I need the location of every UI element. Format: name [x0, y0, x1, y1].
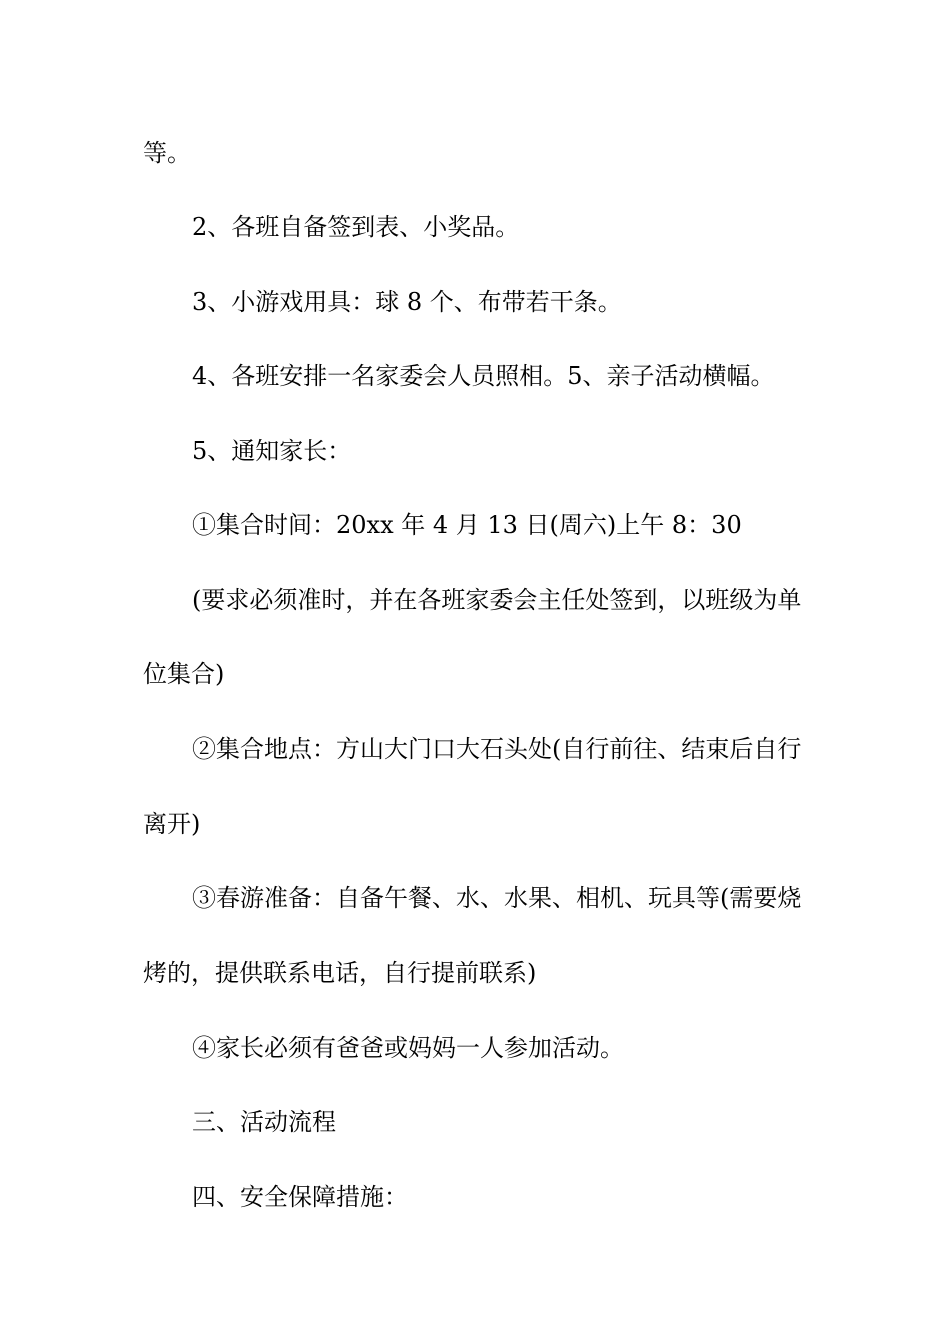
- text-line-requirement-cont: 位集合): [143, 660, 225, 688]
- text-line-item-3: 3、小游戏用具：球 8 个、布带若干条。: [192, 288, 622, 316]
- text-line-gathering-time: ①集合时间：20xx 年 4 月 13 日(周六)上午 8：30: [192, 511, 742, 539]
- section-heading-activity-flow: 三、活动流程: [192, 1108, 336, 1136]
- text-line-item-2: 2、各班自备签到表、小奖品。: [192, 213, 520, 241]
- text-line-continuation: 等。: [143, 139, 191, 167]
- text-line-gathering-place-cont: 离开): [143, 810, 201, 838]
- section-heading-safety-measures: 四、安全保障措施：: [192, 1183, 408, 1211]
- text-line-preparation: ③春游准备：自备午餐、水、水果、相机、玩具等(需要烧: [192, 884, 802, 912]
- text-line-requirement: (要求必须准时，并在各班家委会主任处签到，以班级为单: [192, 586, 802, 614]
- text-line-item-5: 5、通知家长：: [192, 437, 352, 465]
- text-line-parent-requirement: ④家长必须有爸爸或妈妈一人参加活动。: [192, 1034, 624, 1062]
- text-line-item-4: 4、各班安排一名家委会人员照相。5、亲子活动横幅。: [192, 362, 775, 390]
- text-line-gathering-place: ②集合地点：方山大门口大石头处(自行前往、结束后自行: [192, 735, 802, 763]
- text-line-preparation-cont: 烤的，提供联系电话，自行提前联系): [143, 959, 537, 987]
